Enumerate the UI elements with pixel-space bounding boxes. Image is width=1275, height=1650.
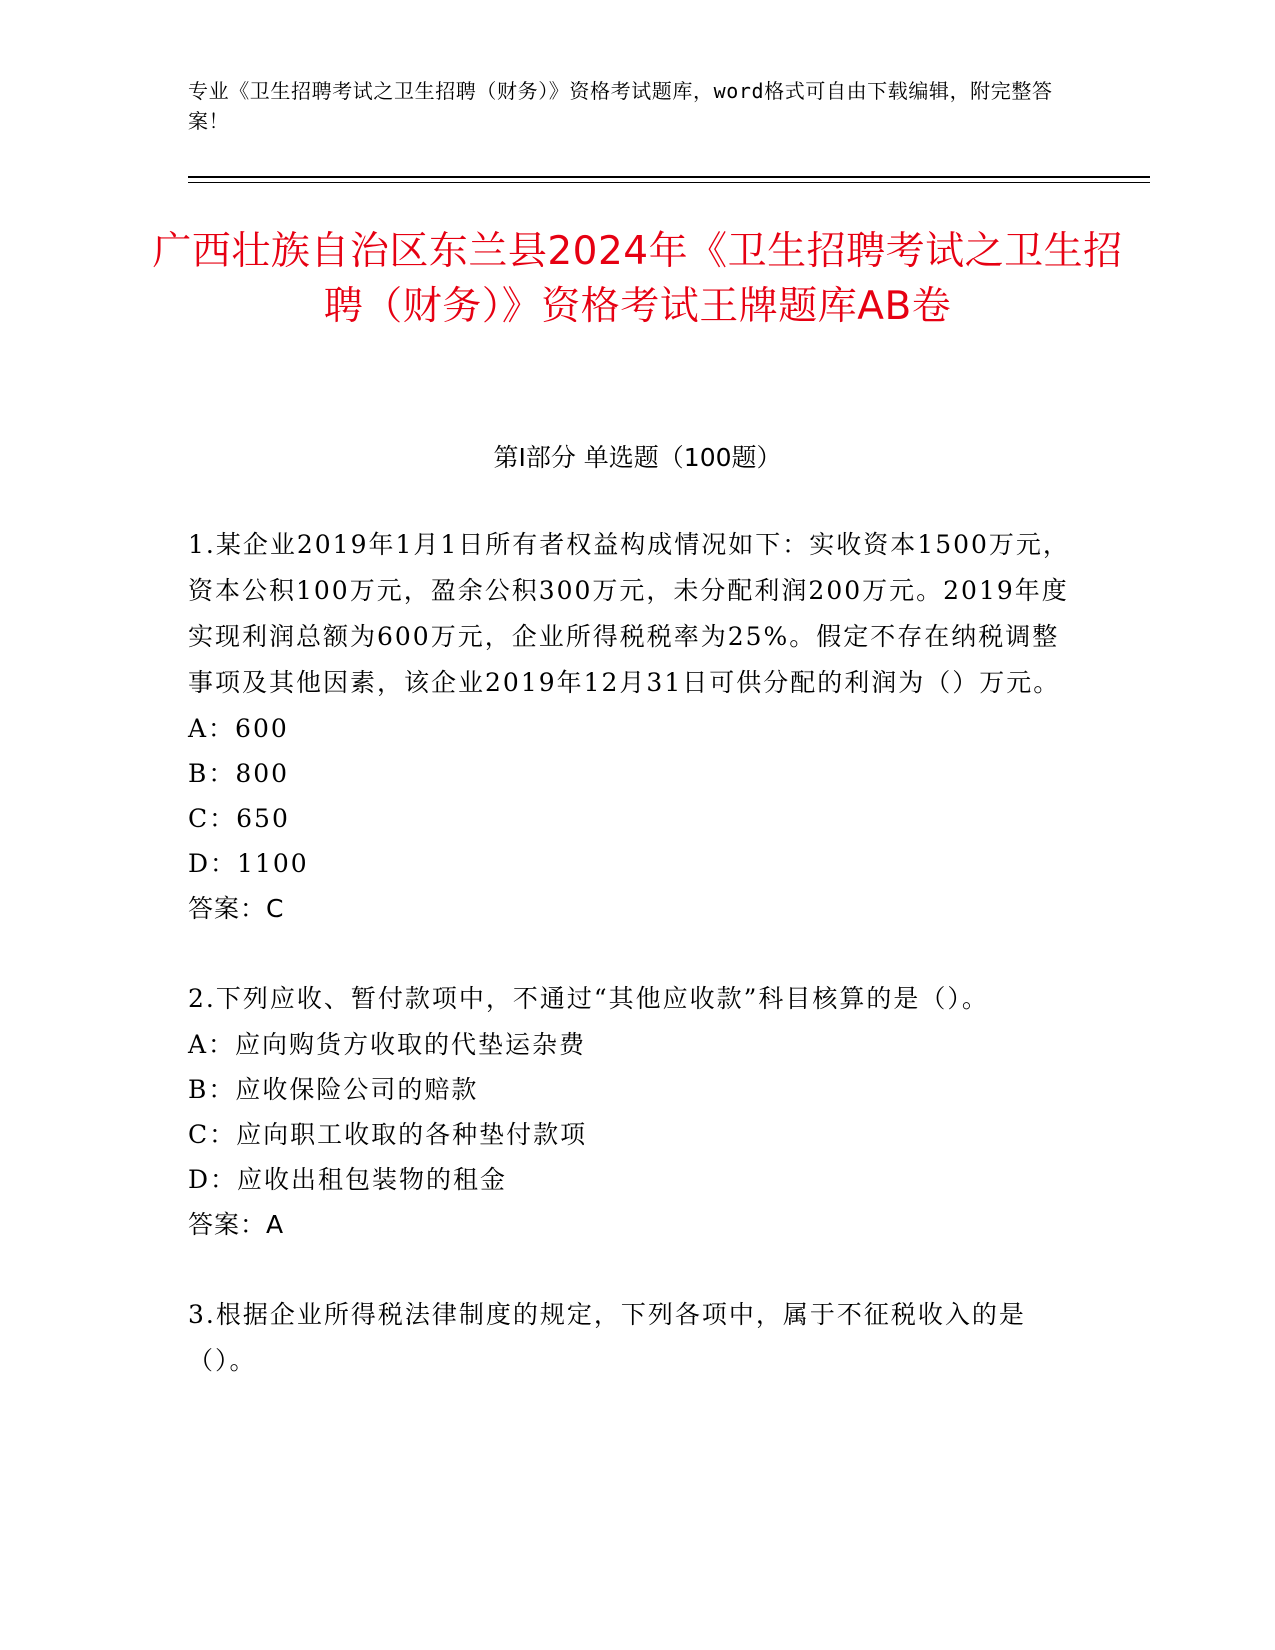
document-title: 广西壮族自治区东兰县2024年《卫生招聘考试之卫生招聘（财务）》资格考试王牌题库AB卷 bbox=[152, 229, 1123, 329]
question-2 bbox=[188, 976, 1078, 1248]
option-b: B：800 bbox=[188, 759, 290, 788]
section-heading: 第Ⅰ部分 单选题（100题） bbox=[493, 443, 782, 472]
question-stem: 1.某企业2019年1月1日所有者权益构成情况如下：实收资本1500万元，资本公积100万元，盈余公积300万元，未分配利润200万元。2019年度实现利润总额为600万元，企业所得税税率为25%。假定不存在纳税调整事项及其他因素，该企业2019年12月31日可供分配的利润为（）万元。 bbox=[188, 530, 1070, 697]
answer: 答案：C bbox=[188, 894, 285, 923]
answer: 答案：A bbox=[188, 1210, 285, 1239]
question-list bbox=[188, 522, 1078, 1428]
option-d: D：应收出租包装物的租金 bbox=[188, 1165, 508, 1194]
option-c: C：650 bbox=[188, 804, 290, 833]
question-3 bbox=[188, 1292, 1078, 1384]
option-a: A：应向购货方收取的代垫运杂费 bbox=[188, 1030, 587, 1059]
question-stem: 3.根据企业所得税法律制度的规定，下列各项中，属于不征税收入的是（）。 bbox=[188, 1300, 1026, 1375]
option-c: C：应向职工收取的各种垫付款项 bbox=[188, 1120, 588, 1149]
option-a: A：600 bbox=[188, 714, 289, 743]
header-divider-thin bbox=[188, 182, 1150, 183]
question-1 bbox=[188, 522, 1078, 932]
header-note: 专业《卫生招聘考试之卫生招聘（财务）》资格考试题库，word格式可自由下载编辑，附完整答案！ bbox=[188, 79, 1053, 133]
question-stem: 2.下列应收、暂付款项中，不通过“其他应收款”科目核算的是（）。 bbox=[188, 984, 989, 1013]
option-b: B：应收保险公司的赔款 bbox=[188, 1075, 479, 1104]
header-divider-thick bbox=[188, 176, 1150, 178]
option-d: D：1100 bbox=[188, 849, 309, 878]
